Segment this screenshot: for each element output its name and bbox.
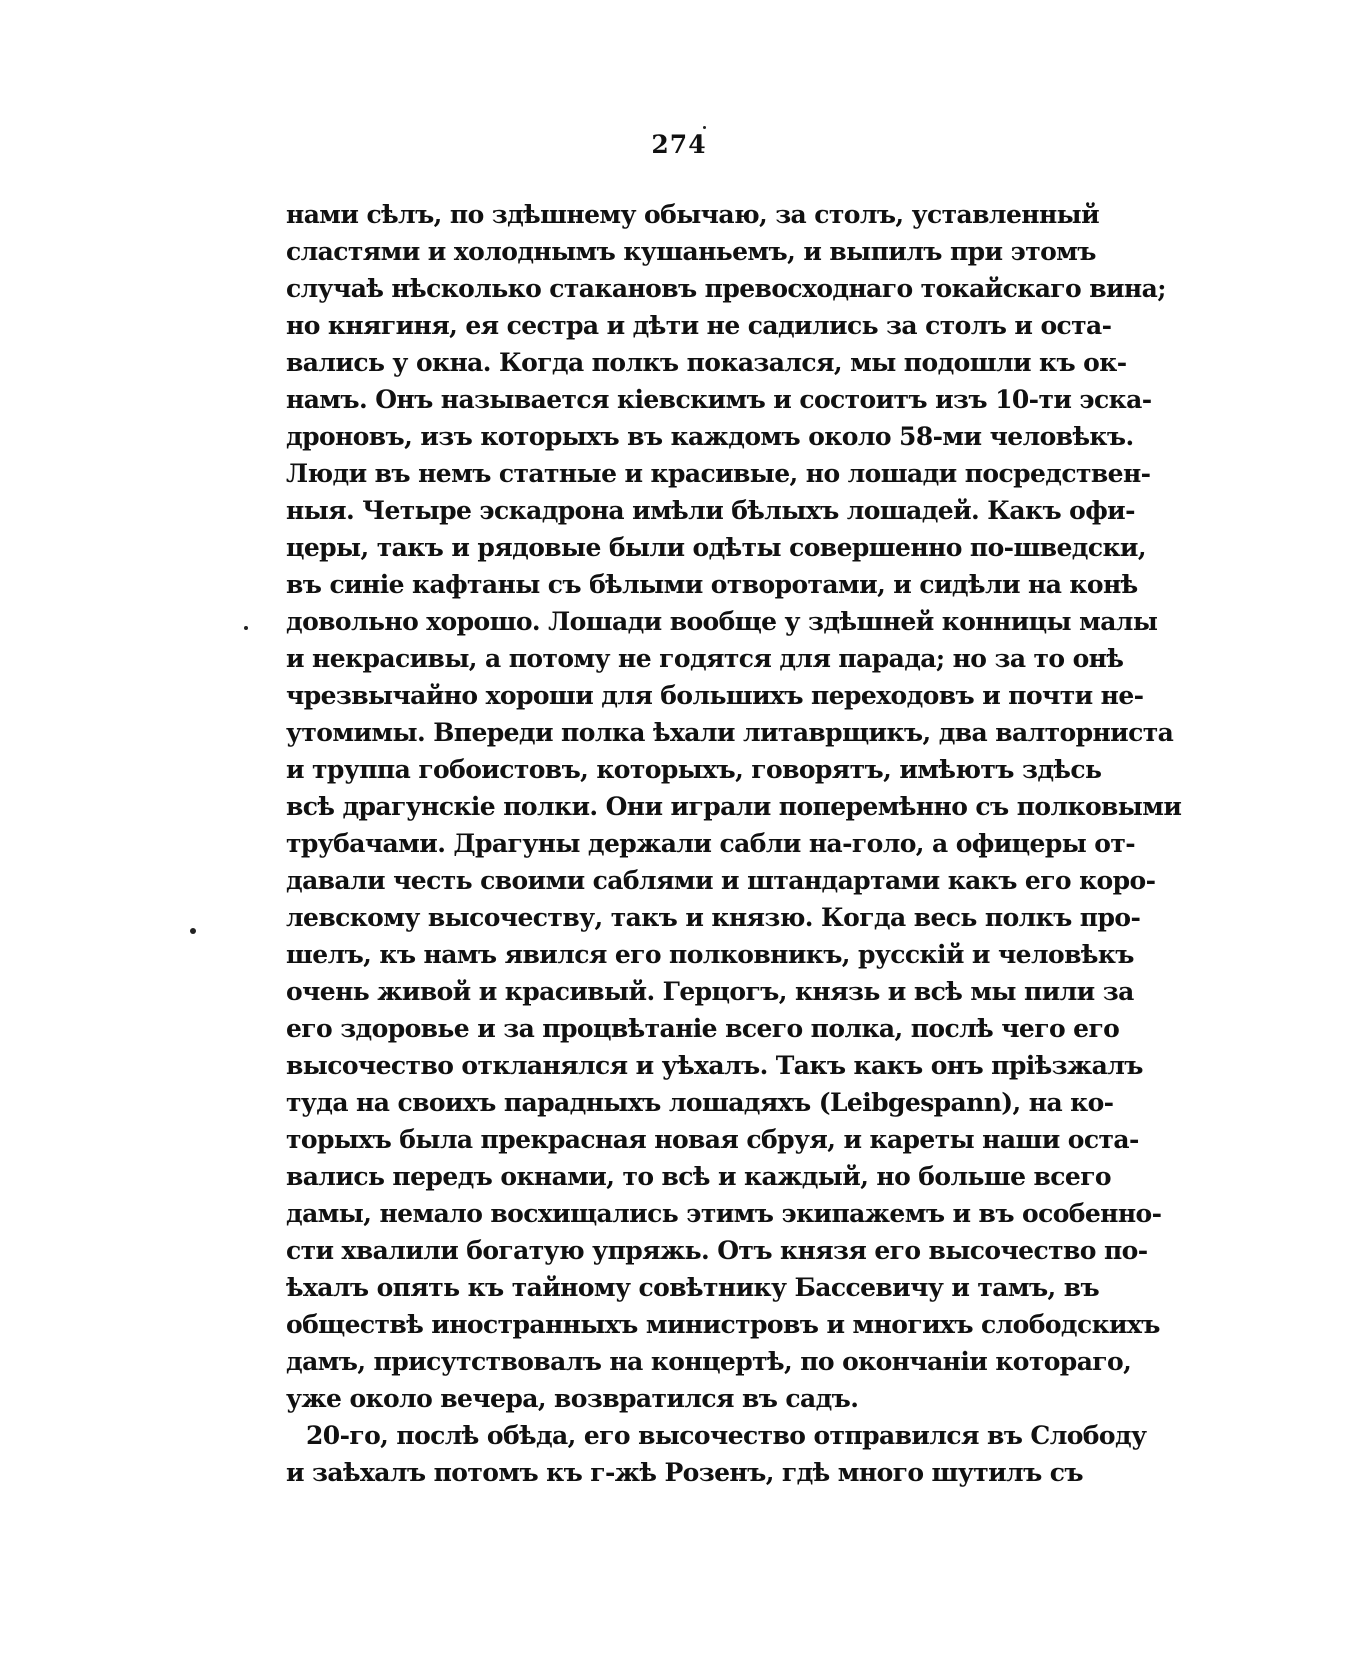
text-line: вались у окна. Когда полкъ показался, мы подошли къ ок- — [286, 348, 1127, 377]
text-line: туда на своихъ парадныхъ лошадяхъ (Leibgespann), на ко- — [286, 1088, 1114, 1117]
text-line: обществѣ иностранныхъ министровъ и многихъ слободскихъ — [286, 1310, 1160, 1339]
text-line: давали честь своими саблями и штандартами какъ его коро- — [286, 866, 1156, 895]
text-line: чрезвычайно хороши для большихъ переходовъ и почти не- — [286, 681, 1144, 710]
text-line: и некрасивы, а потому не годятся для парада; но за то онѣ — [286, 644, 1124, 673]
text-line: Люди въ немъ статные и красивые, но лошади посредствен- — [286, 459, 1151, 488]
text-line: очень живой и красивый. Герцогъ, князь и всѣ мы пили за — [286, 977, 1134, 1006]
text-line: нами сѣлъ, по здѣшнему обычаю, за столъ, уставленный — [286, 200, 1100, 229]
text-line: дроновъ, изъ которыхъ въ каждомъ около 58-ми человѣкъ. — [286, 422, 1134, 451]
text-line: намъ. Онъ называется кіевскимъ и состоитъ изъ 10-ти эска- — [286, 385, 1152, 414]
text-line: сластями и холоднымъ кушаньемъ, и выпилъ при этомъ — [286, 237, 1096, 266]
text-line: высочество откланялся и уѣхалъ. Такъ какъ онъ пріѣзжалъ — [286, 1051, 1143, 1080]
text-line: его здоровье и за процвѣтаніе всего полка, послѣ чего его — [286, 1014, 1120, 1043]
text-line: но княгиня, ея сестра и дѣти не садились за столъ и оста- — [286, 311, 1112, 340]
scan-speck — [244, 626, 248, 630]
text-line: левскому высочеству, такъ и князю. Когда весь полкъ про- — [286, 903, 1141, 932]
text-line: случаѣ нѣсколько стакановъ превосходнаго токайскаго вина; — [286, 274, 1166, 303]
page-body-text — [286, 196, 1182, 1491]
text-line: ѣхалъ опять къ тайному совѣтнику Бассевичу и тамъ, въ — [286, 1273, 1100, 1302]
text-line: ныя. Четыре эскадрона имѣли бѣлыхъ лошадей. Какъ офи- — [286, 496, 1135, 525]
text-line: сти хвалили богатую упряжь. Отъ князя его высочество по- — [286, 1236, 1148, 1265]
text-line: всѣ драгунскіе полки. Они играли поперемѣнно съ полковыми — [286, 792, 1182, 821]
text-line: 20-го, послѣ обѣда, его высочество отправился въ Слободу — [306, 1421, 1147, 1450]
text-line: довольно хорошо. Лошади вообще у здѣшней конницы малы — [286, 607, 1158, 636]
text-line: торыхъ была прекрасная новая сбруя, и кареты наши оста- — [286, 1125, 1139, 1154]
text-line: и труппа гобоистовъ, которыхъ, говорятъ, имѣютъ здѣсь — [286, 755, 1102, 784]
text-line: утомимы. Впереди полка ѣхали литаврщикъ, два валторниста — [286, 718, 1174, 747]
page-number: 274 — [651, 130, 707, 159]
scan-speck — [190, 928, 196, 934]
text-line: въ синіе кафтаны съ бѣлыми отворотами, и сидѣли на конѣ — [286, 570, 1138, 599]
text-line: дамы, немало восхищались этимъ экипажемъ и въ особенно- — [286, 1199, 1162, 1228]
text-line: вались передъ окнами, то всѣ и каждый, но больше всего — [286, 1162, 1112, 1191]
text-line: трубачами. Драгуны держали сабли на-голо, а офицеры от- — [286, 829, 1136, 858]
scan-speck — [703, 126, 706, 129]
text-line: уже около вечера, возвратился въ садъ. — [286, 1384, 859, 1413]
text-line: шелъ, къ намъ явился его полковникъ, русскій и человѣкъ — [286, 940, 1134, 969]
text-line: церы, такъ и рядовые были одѣты совершенно по-шведски, — [286, 533, 1146, 562]
text-line: и заѣхалъ потомъ къ г-жѣ Розенъ, гдѣ много шутилъ съ — [286, 1458, 1083, 1487]
text-line: дамъ, присутствовалъ на концертѣ, по окончаніи котораго, — [286, 1347, 1132, 1376]
